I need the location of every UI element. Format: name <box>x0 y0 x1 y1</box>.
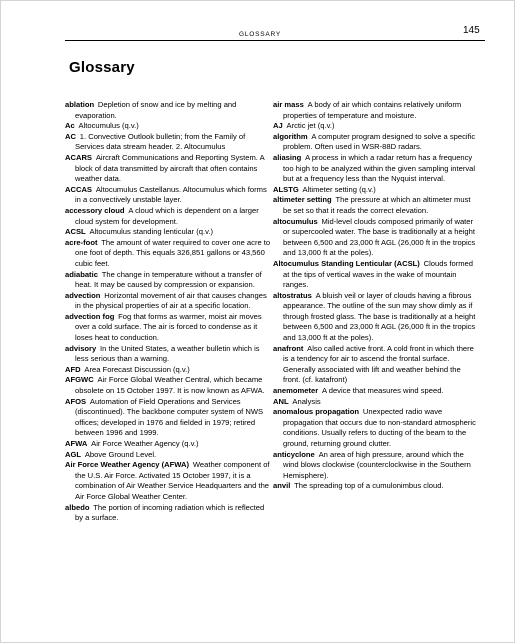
glossary-term: anticyclone <box>273 449 315 459</box>
glossary-definition: Horizontal movement of air that causes changes in the physical properties of air at a specific location. <box>75 290 267 311</box>
glossary-column-right <box>273 100 479 492</box>
glossary-definition: Altocumulus (q.v.) <box>78 121 139 131</box>
glossary-term: ANL <box>273 396 289 406</box>
glossary-term: ablation <box>65 100 95 109</box>
glossary-entry <box>65 238 271 270</box>
glossary-entry <box>273 195 479 216</box>
glossary-definition: Altimeter setting (q.v.) <box>302 184 376 194</box>
glossary-entry <box>273 185 479 196</box>
glossary-definition: Mid-level clouds composed primarily of water or supercooled water. The base is traditionally at a height between 6,500 and 23,000 ft AGL (26,000 ft in the tropics and 13,000 ft at the poles). <box>283 216 476 258</box>
glossary-definition: Air Force Global Weather Central, which became obsolete on 15 October 1997. It is now known as AFWA. <box>75 375 265 396</box>
glossary-entry <box>273 407 479 449</box>
glossary-definition: 1. Convective Outlook bulletin; from the Family of Services data stream header. 2. Altocumulus <box>75 131 246 152</box>
glossary-term: aliasing <box>273 152 302 162</box>
glossary-entry <box>273 386 479 397</box>
glossary-entry <box>65 397 271 439</box>
glossary-entry <box>273 450 479 482</box>
glossary-entry <box>65 439 271 450</box>
glossary-entry <box>273 397 479 408</box>
glossary-entry <box>65 460 271 502</box>
glossary-entry <box>273 153 479 185</box>
running-head: GLOSSARY <box>239 31 282 38</box>
glossary-term: altostratus <box>273 290 312 300</box>
glossary-definition: The pressure at which an altimeter must be set so that it reads the correct elevation. <box>283 195 471 215</box>
glossary-entry <box>65 227 271 238</box>
glossary-entry <box>65 503 271 524</box>
glossary-entry <box>65 375 271 396</box>
glossary-term: advisory <box>65 343 97 353</box>
glossary-term: AGL <box>65 449 82 459</box>
glossary-term: AFD <box>65 364 81 374</box>
glossary-term: advection fog <box>65 311 115 321</box>
glossary-definition: Aircraft Communications and Reporting System. A block of data transmitted by aircraft that often contains weather data. <box>75 152 265 184</box>
glossary-definition: Area Forecast Discussion (q.v.) <box>84 364 190 374</box>
glossary-term: altimeter setting <box>273 195 332 205</box>
glossary-entry <box>273 344 479 386</box>
glossary-definition: Clouds formed at the tips of vertical waves in the wake of mountain ranges. <box>283 258 474 290</box>
glossary-term: Ac <box>65 121 75 131</box>
glossary-term: ACARS <box>65 152 93 162</box>
glossary-term: anafront <box>273 343 304 353</box>
glossary-definition: Air Force Weather Agency (q.v.) <box>91 439 199 448</box>
glossary-entry <box>273 481 479 492</box>
glossary-term: altocumulus <box>273 216 318 226</box>
glossary-definition: The change in temperature without a transfer of heat. It may be caused by compression or expansion. <box>75 269 262 290</box>
glossary-term: air mass <box>273 100 304 109</box>
glossary-term: accessory cloud <box>65 205 125 215</box>
glossary-definition: A cloud which is dependent on a larger cloud system for development. <box>75 205 259 226</box>
glossary-term: AFGWC <box>65 375 94 385</box>
glossary-term: AFWA <box>65 439 88 448</box>
glossary-definition: Altocumulus Castellanus. Altocumulus which forms in a convectively unstable layer. <box>75 184 267 205</box>
glossary-definition: Unexpected radio wave propagation that occurs due to non-standard atmospheric conditions. Usually refers to ducting of the beam to the ground, returning ground clutter. <box>283 407 476 448</box>
glossary-term: Air Force Weather Agency (AFWA) <box>65 460 190 470</box>
glossary-term: anomalous propagation <box>273 407 360 417</box>
header-rule <box>65 40 485 41</box>
glossary-definition: Analysis <box>292 396 321 406</box>
glossary-entry <box>65 206 271 227</box>
glossary-definition: Fog that forms as warmer, moist air moves over a cold surface. The air is forced to condense as it loses heat to conduction. <box>75 311 262 343</box>
glossary-entry <box>65 121 271 132</box>
page-number: 145 <box>463 25 480 36</box>
glossary-term: albedo <box>65 502 90 512</box>
glossary-definition: A device that measures wind speed. <box>321 386 444 396</box>
glossary-definition: Automation of Field Operations and Services (discontinued). The backbone computer system of NWS offices; developed in 1976 and fielded in 1979; retired between 1996 and 1999. <box>75 396 264 438</box>
glossary-definition: The amount of water required to cover one acre to one foot of depth. This equals 326,851 gallons or 43,560 cubic feet. <box>75 237 271 268</box>
glossary-entry <box>65 450 271 461</box>
glossary-entry <box>65 344 271 365</box>
glossary-term: AJ <box>273 121 283 131</box>
glossary-definition: A computer program designed to solve a specific problem. Often used in WSR-88D radars. <box>283 131 476 152</box>
glossary-definition: The spreading top of a cumulonimbus cloud. <box>294 481 444 491</box>
glossary-definition: In the United States, a weather bulletin which is less serious than a warning. <box>75 343 260 364</box>
glossary-entry <box>273 217 479 259</box>
glossary-definition: A bluish veil or layer of clouds having a fibrous appearance. The outline of the sun may show dimly as if through frosted glass. The base is traditionally at a height between 6,500 and 23,000 ft AGL (26,000 ft in the tropics and 13,000 ft at the poles). <box>283 290 476 343</box>
glossary-term: algorithm <box>273 131 308 141</box>
glossary-definition: Above Ground Level. <box>84 449 157 459</box>
glossary-entry <box>65 153 271 185</box>
glossary-entry <box>65 185 271 206</box>
glossary-definition: Altocumulus standing lenticular (q.v.) <box>89 227 213 237</box>
glossary-definition: The portion of incoming radiation which is reflected by a surface. <box>75 502 265 523</box>
glossary-term: Altocumulus Standing Lenticular (ACSL) <box>273 258 420 268</box>
glossary-term: advection <box>65 290 101 300</box>
glossary-entry <box>65 100 271 121</box>
glossary-term: AC <box>65 131 76 141</box>
glossary-definition: Also called active front. A cold front in which there is a tendency for air to ascend the frontal surface. Generally associated with lift and weather behind the front. (cf. katafront) <box>283 343 474 385</box>
glossary-definition: A process in which a radar return has a frequency too high to be analyzed within the given sampling interval but at a frequency less than the Nyquist interval. <box>283 152 476 184</box>
glossary-column-left <box>65 100 271 524</box>
glossary-term: ACCAS <box>65 184 93 194</box>
glossary-entry <box>273 259 479 291</box>
glossary-entry <box>65 291 271 312</box>
glossary-entry <box>273 132 479 153</box>
glossary-term: adiabatic <box>65 269 98 279</box>
glossary-entry <box>65 312 271 344</box>
glossary-definition: Weather component of the U.S. Air Force. Activated 15 October 1997, it is a combination of Air Weather Service Headquarters and the Air Force Global Weather Center. <box>75 460 270 501</box>
glossary-term: ALSTG <box>273 184 299 194</box>
page-title: Glossary <box>69 59 135 76</box>
glossary-entry <box>65 132 271 153</box>
glossary-term: AFOS <box>65 396 87 406</box>
glossary-term: ACSL <box>65 227 86 237</box>
glossary-definition: Arctic jet (q.v.) <box>286 121 335 131</box>
glossary-entry <box>65 365 271 376</box>
glossary-definition: An area of high pressure, around which the wind blows clockwise (counterclockwise in the Southern Hemisphere). <box>283 449 471 480</box>
glossary-term: anvil <box>273 481 291 491</box>
glossary-term: anemometer <box>273 386 319 396</box>
glossary-entry <box>273 121 479 132</box>
glossary-definition: Depletion of snow and ice by melting and evaporation. <box>75 100 237 120</box>
glossary-definition: A body of air which contains relatively uniform properties of temperature and moisture. <box>283 100 462 120</box>
glossary-entry <box>273 100 479 121</box>
glossary-entry <box>273 291 479 344</box>
glossary-term: acre-foot <box>65 237 98 247</box>
glossary-entry <box>65 270 271 291</box>
